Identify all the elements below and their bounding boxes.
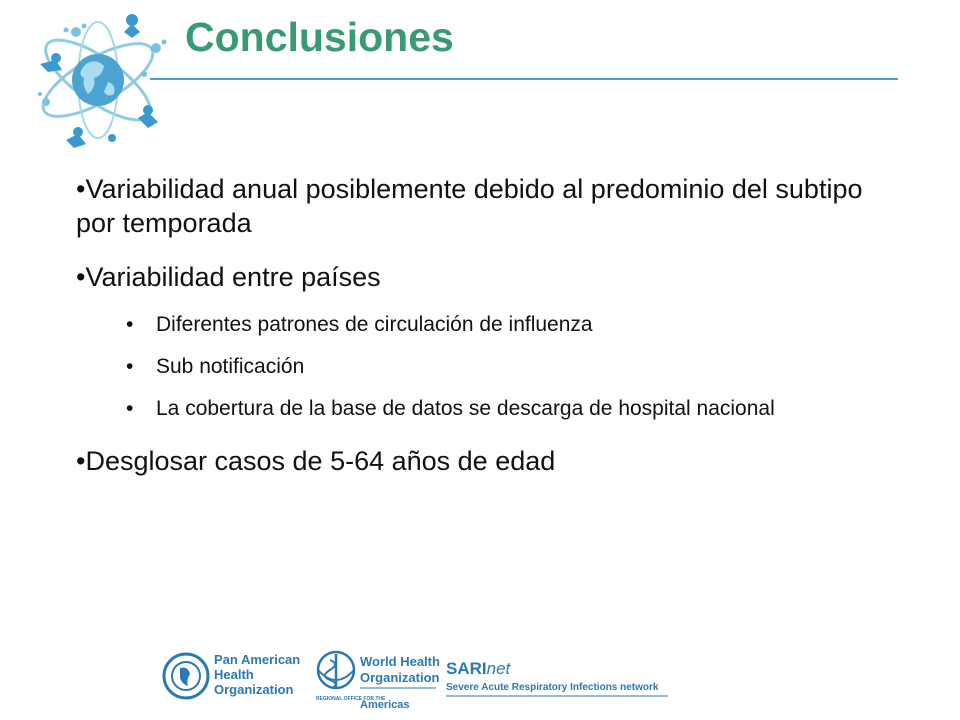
sarinet-emblem-logo: [26, 2, 176, 152]
paho-name-line: Health: [214, 667, 254, 682]
paho-seal-logo: [164, 654, 208, 698]
sarinet-logo-text: [446, 659, 512, 678]
sub-bullet-item: [126, 312, 876, 338]
slide-title: Conclusiones: [185, 14, 454, 60]
who-name-line: Organization: [360, 670, 440, 685]
bullet-item: •Desglosar casos de 5-64 años de edad: [76, 446, 556, 476]
bullet-list: [76, 172, 876, 498]
sub-bullet-text: Diferentes patrones de circulación de influenza: [156, 313, 593, 336]
bullet-marker: •: [126, 355, 134, 378]
bullet-item: •Variabilidad entre países: [76, 262, 381, 292]
paho-name-line: Organization: [214, 682, 294, 697]
who-regional-label: REGIONAL OFFICE FOR THE: [316, 696, 386, 702]
partner-logos-footer: [160, 648, 680, 710]
who-americas-label: Americas: [360, 699, 410, 710]
sub-bullet-item: [126, 396, 876, 422]
sarinet-description: Severe Acute Respiratory Infections network: [446, 682, 659, 693]
sub-bullet-item: [126, 354, 876, 380]
who-emblem-logo: [318, 652, 354, 688]
title-divider: [150, 78, 898, 80]
bullet-item: •Variabilidad anual posiblemente debido al predominio del subtipo por temporada: [76, 174, 863, 238]
paho-name-line: Pan American: [214, 652, 301, 667]
sub-bullet-text: La cobertura de la base de datos se descarga de hospital nacional: [156, 397, 775, 420]
sarinet-italic: net: [486, 659, 511, 678]
sarinet-bold: SARI: [446, 659, 487, 678]
bullet-marker: •: [126, 397, 134, 420]
who-name-line: World Health: [360, 654, 440, 669]
bullet-marker: •: [126, 313, 134, 336]
sub-bullet-text: Sub notificación: [156, 355, 305, 378]
